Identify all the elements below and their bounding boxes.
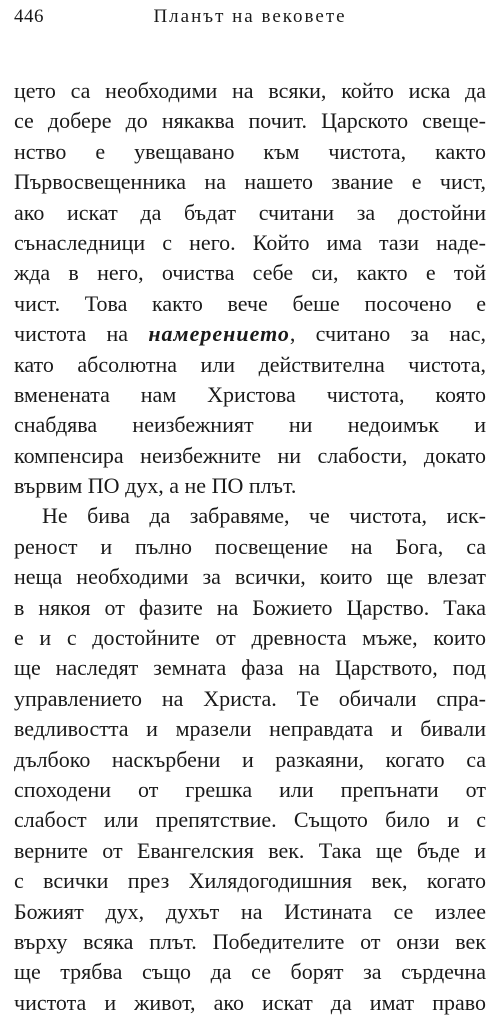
text-line: верните от Евангелския век. Така ще бъде и <box>14 837 486 863</box>
emphasized-word: намерението <box>148 321 290 347</box>
text-line: ведливостта и мразели неправдата и бивали <box>14 716 486 742</box>
text-line: с всички през Хилядогодишния век, когато <box>14 868 486 894</box>
body-text <box>14 76 486 1018</box>
text-line: Не бива да забравяме, че чистота, иск- <box>42 503 486 529</box>
text-line <box>14 289 486 319</box>
text-line: цето са необходими на всяки, който иска да <box>14 78 486 103</box>
text-line: компенсира неизбежните ни слабости, докато <box>14 442 486 468</box>
text-line: ще наследят земната фаза на Царството, под <box>14 655 486 681</box>
text-line: вменената нам Христова чистота, която <box>14 381 486 407</box>
text-line: ще трябва също да се борят за сърдечна <box>14 959 486 985</box>
text-line: дълбоко наскърбени и разкаяни, когато са <box>14 746 486 772</box>
text-line: Божият дух, духът на Истината се излее <box>14 898 486 924</box>
text-line: управлението на Христа. Те обичали спра- <box>14 685 486 711</box>
text-line: неща необходими за всички, които ще влезат <box>14 564 486 590</box>
page-number: 446 <box>14 6 44 27</box>
page-header <box>0 6 500 36</box>
text-line: вървим ПО дух, а не ПО плът. <box>14 473 297 499</box>
text-line: чистота и живот, ако искат да имат право <box>14 989 486 1015</box>
text-line: се добере до някаква почит. Царското свеще- <box>14 108 486 134</box>
text-run: чист. Това както вече беше посочено е <box>14 290 486 316</box>
text-line: жда в него, очиства себе си, както е той <box>14 260 486 286</box>
text-line <box>14 319 486 349</box>
text-line: върху всяка плът. Победителите от онзи век <box>14 928 486 954</box>
text-line: в някоя от фазите на Божието Царство. Така <box>14 594 486 620</box>
paragraph <box>14 501 486 1018</box>
text-line: снабдява неизбежният ни недоимък и <box>14 412 486 438</box>
text-line: ако искат да бъдат считани за достойни <box>14 199 486 225</box>
text-line: Първосвещенника на нашето звание е чист, <box>14 169 486 195</box>
text-run: , считано за нас, <box>289 321 487 347</box>
running-title: Планът на вековете <box>153 6 347 27</box>
text-line: нство е увещавано към чистота, както <box>14 138 486 164</box>
text-line: сънаследници с него. Който има тази наде- <box>14 229 486 255</box>
text-line: споходени от грешка или препънати от <box>14 776 486 802</box>
text-run: чистота на <box>14 321 149 347</box>
text-line: е и с достойните от древноста мъже, които <box>14 625 486 651</box>
text-line: като абсолютна или действителна чистота, <box>14 351 486 377</box>
text-line: реност и пълно посвещение на Бога, са <box>14 533 486 559</box>
text-line: слабост или препятствие. Същото било и с <box>14 807 486 833</box>
paragraph <box>14 76 486 501</box>
